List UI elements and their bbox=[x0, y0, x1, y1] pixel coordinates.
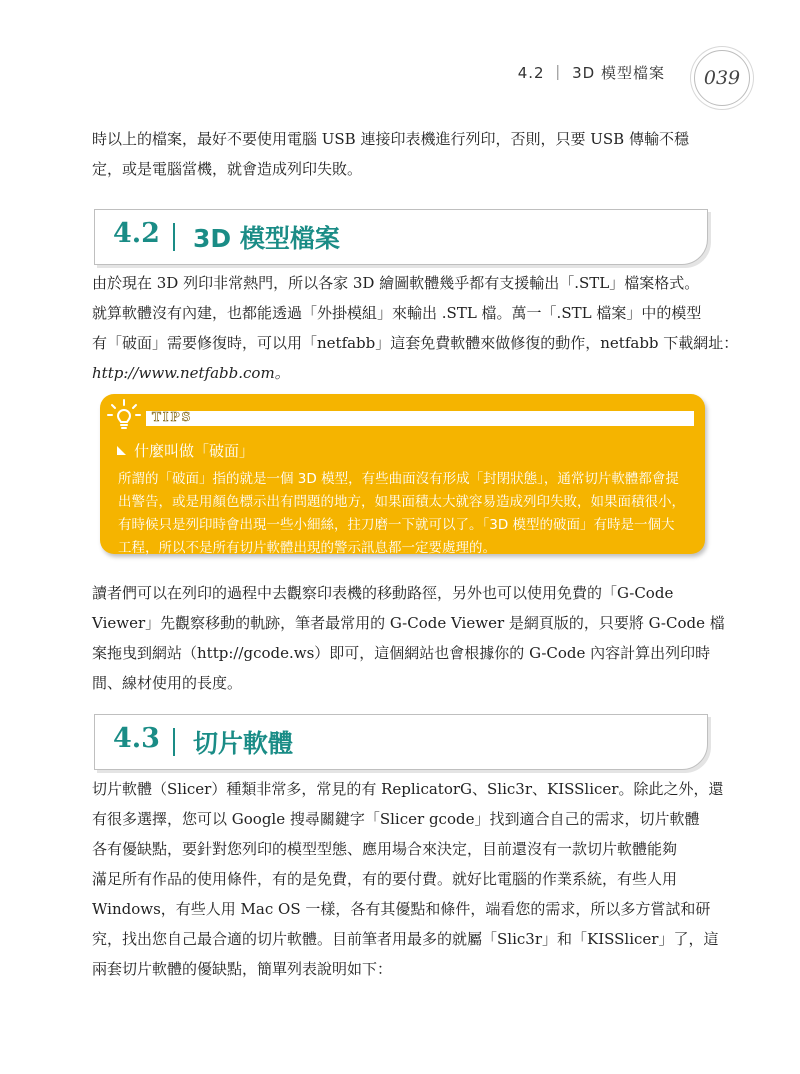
text-line: 由於現在 3D 列印非常熱門，所以各家 3D 繪圖軟體幾乎都有支援輸出「.STL」檔案格式。 bbox=[92, 274, 700, 292]
intro-paragraph bbox=[92, 124, 708, 184]
text-line: Viewer」先觀察移動的軌跡，筆者最常用的 G-Code Viewer 是網頁版的，只要將 G-Code 檔 bbox=[92, 614, 725, 632]
text-line: 出警告，或是用顏色標示出有問題的地方，如果面積太大就容易造成列印失敗，如果面積很小， bbox=[118, 494, 685, 510]
text-line: 讀者們可以在列印的過程中去觀察印表機的移動路徑，另外也可以使用免費的「G-Code bbox=[92, 584, 674, 602]
section-number: 4.2 bbox=[113, 218, 160, 249]
section-4-2-paragraph bbox=[92, 268, 739, 388]
text-line: 定，或是電腦當機，就會造成列印失敗。 bbox=[92, 160, 363, 178]
tips-body bbox=[118, 468, 698, 560]
lightbulb-icon bbox=[104, 398, 144, 434]
triangle-marker-icon bbox=[117, 446, 126, 455]
tips-label-bar bbox=[146, 411, 694, 426]
tips-label: TIPS bbox=[152, 410, 193, 424]
section-title: 3D 模型檔案 bbox=[193, 224, 340, 253]
text-line: 有「破面」需要修復時，可以用「netfabb」這套免費軟體來做修復的動作，netfabb 下載網址： bbox=[92, 334, 739, 352]
section-divider bbox=[173, 728, 175, 756]
running-header: 4.2 ｜ 3D 模型檔案 bbox=[517, 64, 665, 82]
text-line: 究，找出您自己最合適的切片軟體。目前筆者用最多的就屬「Slic3r」和「KISSlicer」了，這 bbox=[92, 930, 719, 948]
text-line: 有很多選擇，您可以 Google 搜尋關鍵字「Slicer gcode」找到適合自己的需求，切片軟體 bbox=[92, 810, 700, 828]
text-line: 有時候只是列印時會出現一些小細絲，拄刀磨一下就可以了。「3D 模型的破面」有時是一個大 bbox=[118, 517, 675, 533]
section-divider bbox=[173, 223, 175, 251]
section-heading-4-2 bbox=[94, 209, 708, 265]
section-number: 4.3 bbox=[113, 723, 160, 754]
text-line: 間、線材使用的長度。 bbox=[92, 674, 243, 692]
section-4-3-paragraph bbox=[92, 774, 724, 984]
page-number: 039 bbox=[694, 50, 750, 106]
text-line: 就算軟體沒有內建，也都能透過「外掛模組」來輸出 .STL 檔。萬一「.STL 檔案」中的模型 bbox=[92, 304, 702, 322]
text-line: 切片軟體（Slicer）種類非常多，常見的有 ReplicatorG、Slic3r、KISSlicer。除此之外，還 bbox=[92, 780, 724, 798]
text-line: 案拖曳到網站（http://gcode.ws）即可，這個網站也會根據你的 G-Code 內容計算出列印時 bbox=[92, 644, 711, 662]
text-line: 滿足所有作品的使用條件，有的是免費，有的要付費。就好比電腦的作業系統，有些人用 bbox=[92, 870, 678, 888]
text-line: 時以上的檔案，最好不要使用電腦 USB 連接印表機進行列印，否則，只要 USB 傳輸不穩 bbox=[92, 130, 689, 148]
section-title: 切片軟體 bbox=[193, 729, 294, 758]
tips-subtitle: 什麼叫做「破面」 bbox=[134, 442, 255, 460]
text-line: 工程，所以不是所有切片軟體出現的警示訊息都一定要處理的。 bbox=[118, 540, 496, 556]
netfabb-url: http://www.netfabb.com。 bbox=[92, 364, 290, 382]
section-heading-4-3 bbox=[94, 714, 708, 770]
text-line: Windows，有些人用 Mac OS 一樣，各有其優點和條件，端看您的需求，所以多方嘗試和研 bbox=[92, 900, 711, 918]
text-line: 各有優缺點，要針對您列印的模型型態、應用場合來決定，目前還沒有一款切片軟體能夠 bbox=[92, 840, 678, 858]
text-line: 所謂的「破面」指的就是一個 3D 模型，有些曲面沒有形成「封閉狀態」，通常切片軟體都會提 bbox=[118, 471, 679, 487]
text-line: 兩套切片軟體的優缺點，簡單列表說明如下： bbox=[92, 960, 393, 978]
gcode-paragraph bbox=[92, 578, 725, 698]
